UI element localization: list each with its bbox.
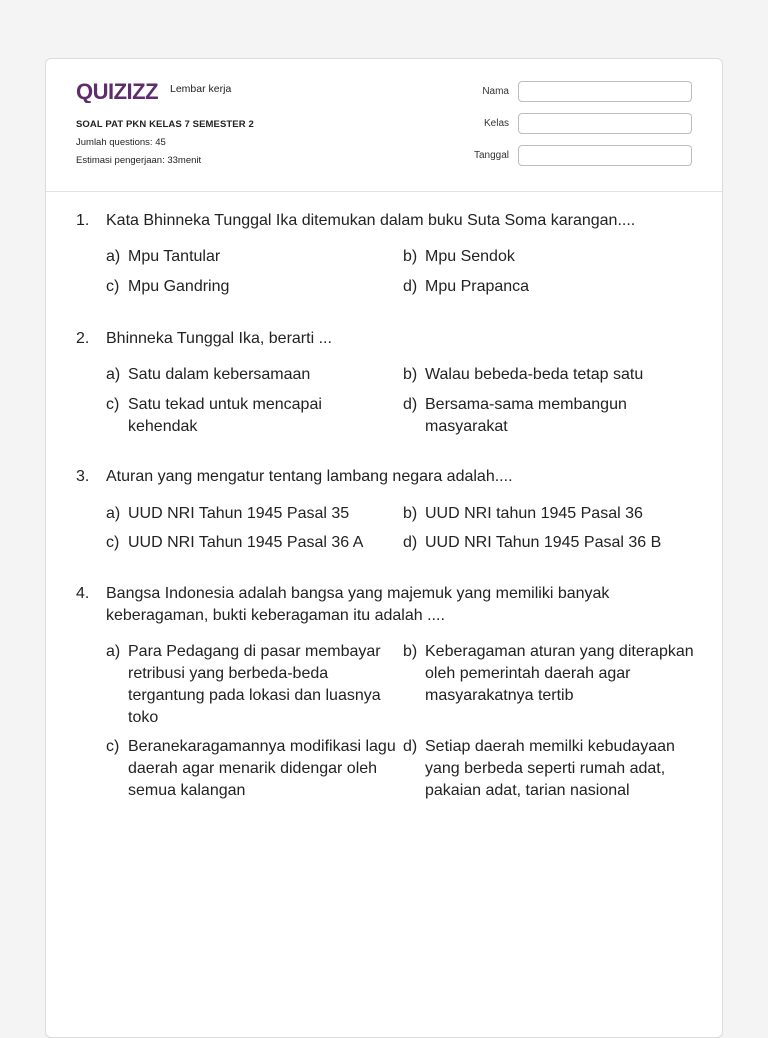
option-text: Bersama-sama membangun masyarakat bbox=[425, 396, 627, 435]
option-letter: c) bbox=[106, 278, 120, 295]
option-letter: b) bbox=[403, 643, 418, 660]
question-number: 2. bbox=[76, 330, 90, 347]
option-letter: a) bbox=[106, 505, 121, 522]
option-text: UUD NRI Tahun 1945 Pasal 36 A bbox=[128, 534, 364, 551]
option-1d bbox=[403, 276, 693, 298]
nama-label: Nama bbox=[482, 86, 509, 97]
question-4 bbox=[76, 583, 666, 627]
option-letter: a) bbox=[106, 248, 121, 265]
worksheet-title: SOAL PAT PKN KELAS 7 SEMESTER 2 bbox=[76, 119, 254, 130]
option-letter: d) bbox=[403, 534, 418, 551]
option-4c bbox=[106, 736, 398, 802]
option-letter: b) bbox=[403, 366, 418, 383]
option-text: UUD NRI Tahun 1945 Pasal 35 bbox=[128, 505, 350, 522]
question-text: Aturan yang mengatur tentang lambang negara adalah.... bbox=[106, 468, 513, 485]
option-letter: c) bbox=[106, 534, 120, 551]
option-text: Satu tekad untuk mencapai kehendak bbox=[128, 396, 322, 435]
option-2a bbox=[106, 364, 346, 386]
kelas-label: Kelas bbox=[483, 118, 509, 129]
question-text: Bhinneka Tunggal Ika, berarti ... bbox=[106, 330, 332, 347]
option-letter: d) bbox=[403, 738, 418, 755]
option-text: Mpu Gandring bbox=[128, 278, 230, 295]
option-4b bbox=[403, 641, 695, 707]
option-letter: c) bbox=[106, 396, 120, 413]
option-text: Setiap daerah memilki kebudayaan yang berbeda seperti rumah adat, pakaian adat, tarian nasional bbox=[425, 738, 675, 799]
option-2c bbox=[106, 394, 346, 438]
option-3a bbox=[106, 503, 401, 525]
worksheet-header bbox=[46, 59, 722, 192]
question-3 bbox=[76, 466, 696, 488]
option-3b bbox=[403, 503, 698, 525]
quizizz-logo bbox=[76, 79, 164, 103]
nama-field[interactable] bbox=[518, 81, 692, 102]
option-1b bbox=[403, 246, 693, 268]
question-number: 1. bbox=[76, 212, 90, 229]
option-letter: d) bbox=[403, 396, 418, 413]
option-letter: c) bbox=[106, 738, 120, 755]
option-text: Mpu Tantular bbox=[128, 248, 221, 265]
tanggal-field[interactable] bbox=[518, 145, 692, 166]
option-letter: b) bbox=[403, 248, 418, 265]
option-text: Mpu Sendok bbox=[425, 248, 515, 265]
question-count: Jumlah questions: 45 bbox=[76, 137, 166, 148]
svg-text:QUIZIZZ: QUIZIZZ bbox=[76, 79, 159, 103]
option-text: Keberagaman aturan yang diterapkan oleh pemerintah daerah agar masyarakatnya tertib bbox=[425, 643, 694, 704]
question-1 bbox=[76, 210, 696, 232]
tanggal-label: Tanggal bbox=[473, 150, 509, 161]
question-2 bbox=[76, 328, 696, 350]
option-text: Beranekaragamannya modifikasi lagu daerah agar menarik didengar oleh semua kalangan bbox=[128, 738, 396, 799]
brand bbox=[76, 79, 231, 103]
option-letter: a) bbox=[106, 366, 121, 383]
worksheet-label: Lembar kerja bbox=[170, 83, 232, 95]
question-text: Bangsa Indonesia adalah bangsa yang majemuk yang memiliki banyak keberagaman, bukti keberagaman itu adalah .... bbox=[106, 585, 610, 624]
option-3c bbox=[106, 532, 401, 554]
option-letter: d) bbox=[403, 278, 418, 295]
question-text: Kata Bhinneka Tunggal Ika ditemukan dalam buku Suta Soma karangan.... bbox=[106, 212, 636, 229]
option-4a bbox=[106, 641, 398, 729]
option-4d bbox=[403, 736, 695, 802]
option-1c bbox=[106, 276, 386, 298]
question-number: 3. bbox=[76, 468, 90, 485]
option-text: UUD NRI Tahun 1945 Pasal 36 B bbox=[425, 534, 662, 551]
kelas-field[interactable] bbox=[518, 113, 692, 134]
question-number: 4. bbox=[76, 585, 90, 602]
option-2d bbox=[403, 394, 643, 438]
option-text: Satu dalam kebersamaan bbox=[128, 366, 311, 383]
worksheet-page bbox=[45, 58, 723, 1038]
option-letter: a) bbox=[106, 643, 121, 660]
option-text: UUD NRI tahun 1945 Pasal 36 bbox=[425, 505, 643, 522]
estimated-time: Estimasi pengerjaan: 33menit bbox=[76, 155, 202, 166]
option-3d bbox=[403, 532, 698, 554]
option-1a bbox=[106, 246, 386, 268]
option-text: Para Pedagang di pasar membayar retribusi yang berbeda-beda tergantung pada lokasi dan luasnya toko bbox=[128, 643, 381, 726]
option-text: Mpu Prapanca bbox=[425, 278, 530, 295]
option-2b bbox=[403, 364, 693, 386]
option-letter: b) bbox=[403, 505, 418, 522]
option-text: Walau bebeda-beda tetap satu bbox=[425, 366, 644, 383]
